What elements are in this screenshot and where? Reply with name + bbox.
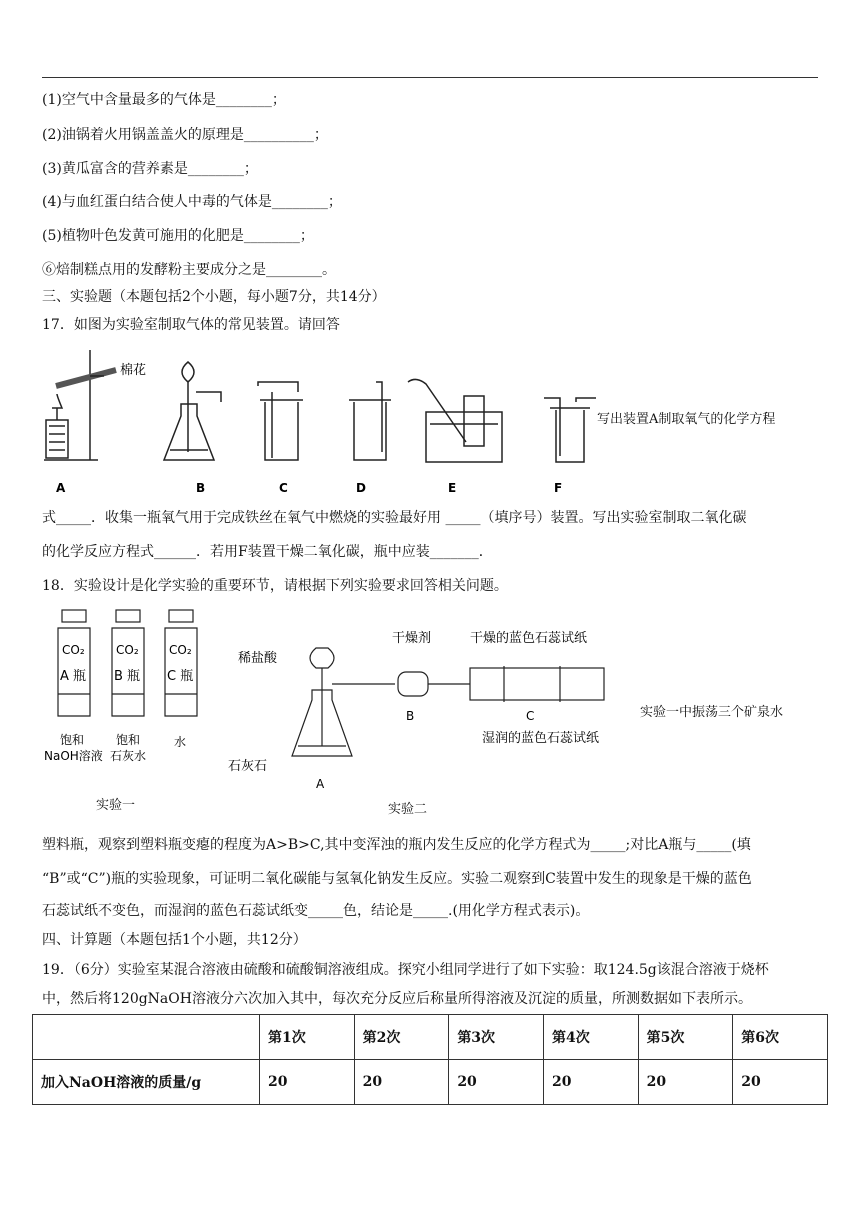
q16-item-1: (1)空气中含量最多的气体是________； bbox=[42, 92, 286, 108]
bottle-a-caption-1: 饱和 bbox=[60, 733, 85, 747]
c-label: C bbox=[526, 709, 535, 723]
q17-apparatus-figure bbox=[36, 342, 596, 502]
bottle-b-gas: CO₂ bbox=[116, 643, 139, 657]
table-header-cell: 第1次 bbox=[260, 1015, 355, 1060]
table-header-cell: 第6次 bbox=[733, 1015, 828, 1060]
table-cell: 20 bbox=[543, 1060, 638, 1105]
q16-item-2: (2)油锅着火用锅盖盖火的原理是__________； bbox=[42, 127, 328, 143]
label-c: C bbox=[279, 481, 288, 495]
q16-item-6: ⑥焙制糕点用的发酵粉主要成分之是________。 bbox=[42, 262, 336, 278]
table-header-cell bbox=[33, 1015, 260, 1060]
bottle-a bbox=[58, 610, 90, 716]
apparatus-d bbox=[349, 382, 391, 460]
b-label: B bbox=[406, 709, 415, 723]
label-d: D bbox=[356, 481, 366, 495]
section4-title: 四、计算题（本题包括1个小题，共12分） bbox=[42, 932, 307, 948]
table-cell: 20 bbox=[260, 1060, 355, 1105]
bottle-b bbox=[112, 610, 144, 716]
bottle-c-gas: CO₂ bbox=[169, 643, 192, 657]
q16-item-5: (5)植物叶色发黄可施用的化肥是________； bbox=[42, 228, 314, 244]
label-e: E bbox=[448, 481, 457, 495]
q18-side-text: 实验一中振荡三个矿泉水 bbox=[640, 705, 784, 720]
label-f: F bbox=[554, 481, 563, 495]
table-header-cell: 第4次 bbox=[543, 1015, 638, 1060]
bottle-c-name: C 瓶 bbox=[167, 669, 194, 684]
bottle-b-name: B 瓶 bbox=[114, 669, 141, 684]
bottle-c bbox=[165, 610, 197, 716]
cotton-label: 棉花 bbox=[120, 363, 147, 378]
a-label: A bbox=[316, 777, 325, 791]
q18-stem: 18．实验设计是化学实验的重要环节，请根据下列实验要求回答相关问题。 bbox=[42, 578, 508, 594]
q18-line4: 石蕊试纸不变色，而湿润的蓝色石蕊试纸变_____色，结论是_____.(用化学方程式表示)。 bbox=[42, 903, 590, 919]
experiment2-figure bbox=[220, 606, 640, 796]
q17-stem: 17．如图为实验室制取气体的常见装置。请回答 bbox=[42, 317, 340, 333]
bottle-b-caption-1: 饱和 bbox=[116, 733, 141, 747]
bottle-a-name: A 瓶 bbox=[60, 669, 87, 684]
section3-title: 三、实验题（本题包括2个小题，每小题7分，共14分） bbox=[42, 289, 386, 305]
table-header-cell: 第5次 bbox=[638, 1015, 733, 1060]
table-header-row bbox=[33, 1015, 828, 1060]
apparatus-f bbox=[544, 398, 596, 462]
q19-line1: 19．（6分）实验室某混合溶液由硫酸和硫酸铜溶液组成。探究小组同学进行了如下实验：取124.5g该混合溶液于烧杯 bbox=[42, 962, 769, 978]
bottle-a-caption-2: NaOH溶液 bbox=[44, 749, 103, 763]
apparatus-b bbox=[164, 362, 221, 460]
apparatus-c bbox=[258, 382, 303, 460]
q16-item-4: (4)与血红蛋白结合使人中毒的气体是________； bbox=[42, 194, 342, 210]
bottle-a-gas: CO₂ bbox=[62, 643, 85, 657]
table-cell: 20 bbox=[733, 1060, 828, 1105]
q19-line2: 中，然后将120gNaOH溶液分六次加入其中，每次充分反应后称量所得溶液及沉淀的质量，所测数据如下表所示。 bbox=[42, 991, 752, 1007]
wet-paper-label: 湿润的蓝色石蕊试纸 bbox=[482, 731, 600, 746]
q17-side-text: 写出装置A制取氧气的化学方程 bbox=[597, 412, 776, 427]
q18-line3: “B”或“C”)瓶的实验现象，可证明二氧化碳能与氢氧化钠发生反应。实验二观察到C装置中发生的现象是干燥的蓝色 bbox=[42, 871, 752, 887]
q19-data-table bbox=[32, 1014, 828, 1105]
q17-line2: 式_____．收集一瓶氧气用于完成铁丝在氧气中燃烧的实验最好用 _____（填序号）装置。写出实验室制取二氧化碳 bbox=[42, 510, 747, 526]
dry-paper-label: 干燥的蓝色石蕊试纸 bbox=[470, 631, 588, 646]
table-row bbox=[33, 1060, 828, 1105]
table-cell: 20 bbox=[354, 1060, 449, 1105]
bottle-c-caption-1: 水 bbox=[174, 735, 187, 749]
label-b: B bbox=[196, 481, 206, 495]
q17-line3: 的化学反应方程式______．若用F装置干燥二氧化碳，瓶中应装_______． bbox=[42, 544, 493, 560]
apparatus-e bbox=[408, 379, 502, 462]
table-cell: 20 bbox=[449, 1060, 544, 1105]
experiment1-figure bbox=[40, 608, 210, 770]
apparatus-a bbox=[44, 350, 116, 460]
table-header-cell: 第3次 bbox=[449, 1015, 544, 1060]
bottle-b-caption-2: 石灰水 bbox=[110, 749, 147, 763]
q18-line2: 塑料瓶，观察到塑料瓶变瘪的程度为A>B>C,其中变浑浊的瓶内发生反应的化学方程式为_____;对比A瓶与_____(填 bbox=[42, 837, 751, 853]
desiccant-label: 干燥剂 bbox=[392, 631, 432, 646]
table-header-cell: 第2次 bbox=[354, 1015, 449, 1060]
acid-label: 稀盐酸 bbox=[238, 651, 278, 666]
label-a: A bbox=[56, 481, 66, 495]
table-cell: 20 bbox=[638, 1060, 733, 1105]
exp1-caption: 实验一 bbox=[96, 798, 136, 813]
limestone-label: 石灰石 bbox=[228, 759, 268, 774]
q16-item-3: (3)黄瓜富含的营养素是________； bbox=[42, 161, 258, 177]
top-rule bbox=[42, 77, 818, 78]
table-row-label: 加入NaOH溶液的质量/g bbox=[33, 1060, 260, 1105]
exp2-caption: 实验二 bbox=[388, 802, 428, 817]
